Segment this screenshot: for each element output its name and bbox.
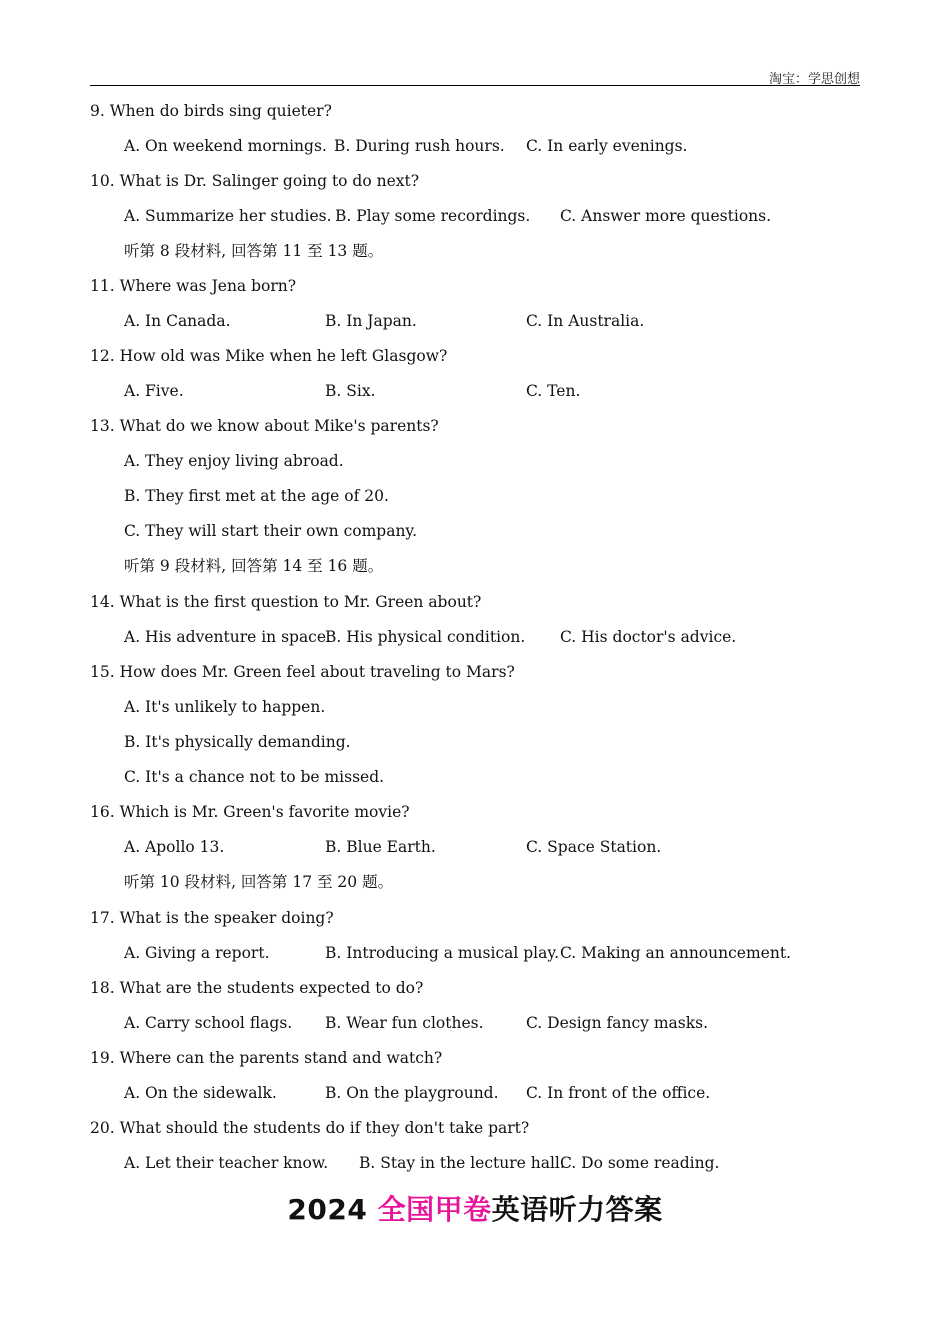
question-12: 12. How old was Mike when he left Glasgow? (90, 347, 448, 365)
option-18b: B. Wear fun clothes. (325, 1014, 484, 1032)
option-10b: B. Play some recordings. (335, 207, 531, 225)
question-18: 18. What are the students expected to do? (90, 979, 424, 997)
option-9a: A. On weekend mornings. (124, 137, 327, 155)
answer-title-rest: 英语听力答案 (491, 1193, 663, 1226)
option-10c: C. Answer more questions. (560, 207, 772, 225)
option-16c: C. Space Station. (526, 838, 662, 856)
option-16a: A. Apollo 13. (124, 838, 225, 856)
option-12c: C. Ten. (526, 382, 581, 400)
option-12b: B. Six. (325, 382, 376, 400)
section-8-instruction: 听第 8 段材料, 回答第 11 至 13 题。 (124, 242, 384, 260)
header-text: 淘宝：学思创想 (768, 72, 860, 87)
question-17: 17. What is the speaker doing? (90, 909, 334, 927)
option-15a: A. It's unlikely to happen. (124, 698, 326, 716)
option-13a: A. They enjoy living abroad. (124, 452, 344, 470)
option-14a: A. His adventure in space. (124, 628, 331, 646)
section-9-instruction: 听第 9 段材料, 回答第 14 至 16 题。 (124, 557, 384, 575)
question-16: 16. Which is Mr. Green's favorite movie? (90, 803, 410, 821)
option-18c: C. Design fancy masks. (526, 1014, 708, 1032)
option-13b: B. They first met at the age of 20. (124, 487, 389, 505)
option-15b: B. It's physically demanding. (124, 733, 351, 751)
option-11b: B. In Japan. (325, 312, 417, 330)
section-10-instruction: 听第 10 段材料, 回答第 17 至 20 题。 (124, 873, 394, 891)
option-20c: C. Do some reading. (560, 1154, 720, 1172)
question-19: 19. Where can the parents stand and watch? (90, 1049, 443, 1067)
option-14c: C. His doctor's advice. (560, 628, 737, 646)
answer-title (0, 1192, 950, 1228)
option-12a: A. Five. (124, 382, 184, 400)
option-9b: B. During rush hours. (334, 137, 505, 155)
question-20: 20. What should the students do if they don't take part? (90, 1119, 530, 1137)
option-9c: C. In early evenings. (526, 137, 688, 155)
option-11a: A. In Canada. (124, 312, 231, 330)
option-14b: B. His physical condition. (325, 628, 526, 646)
header-divider (90, 85, 860, 86)
option-18a: A. Carry school flags. (124, 1014, 293, 1032)
option-16b: B. Blue Earth. (325, 838, 436, 856)
option-20a: A. Let their teacher know. (124, 1154, 329, 1172)
question-14: 14. What is the first question to Mr. Green about? (90, 593, 482, 611)
option-11c: C. In Australia. (526, 312, 645, 330)
option-13c: C. They will start their own company. (124, 522, 418, 540)
answer-title-highlight: 全国甲卷 (377, 1193, 492, 1226)
question-15: 15. How does Mr. Green feel about traveling to Mars? (90, 663, 515, 681)
question-10: 10. What is Dr. Salinger going to do next? (90, 172, 420, 190)
question-11: 11. Where was Jena born? (90, 277, 297, 295)
option-19c: C. In front of the office. (526, 1084, 711, 1102)
option-19b: B. On the playground. (325, 1084, 499, 1102)
option-20b: B. Stay in the lecture hall. (359, 1154, 565, 1172)
option-17c: C. Making an announcement. (560, 944, 791, 962)
option-15c: C. It's a chance not to be missed. (124, 768, 385, 786)
option-19a: A. On the sidewalk. (124, 1084, 277, 1102)
answer-title-year: 2024 (287, 1193, 378, 1226)
option-17a: A. Giving a report. (124, 944, 270, 962)
option-17b: B. Introducing a musical play. (325, 944, 560, 962)
option-10a: A. Summarize her studies. (124, 207, 332, 225)
question-9: 9. When do birds sing quieter? (90, 102, 332, 120)
question-13: 13. What do we know about Mike's parents? (90, 417, 439, 435)
